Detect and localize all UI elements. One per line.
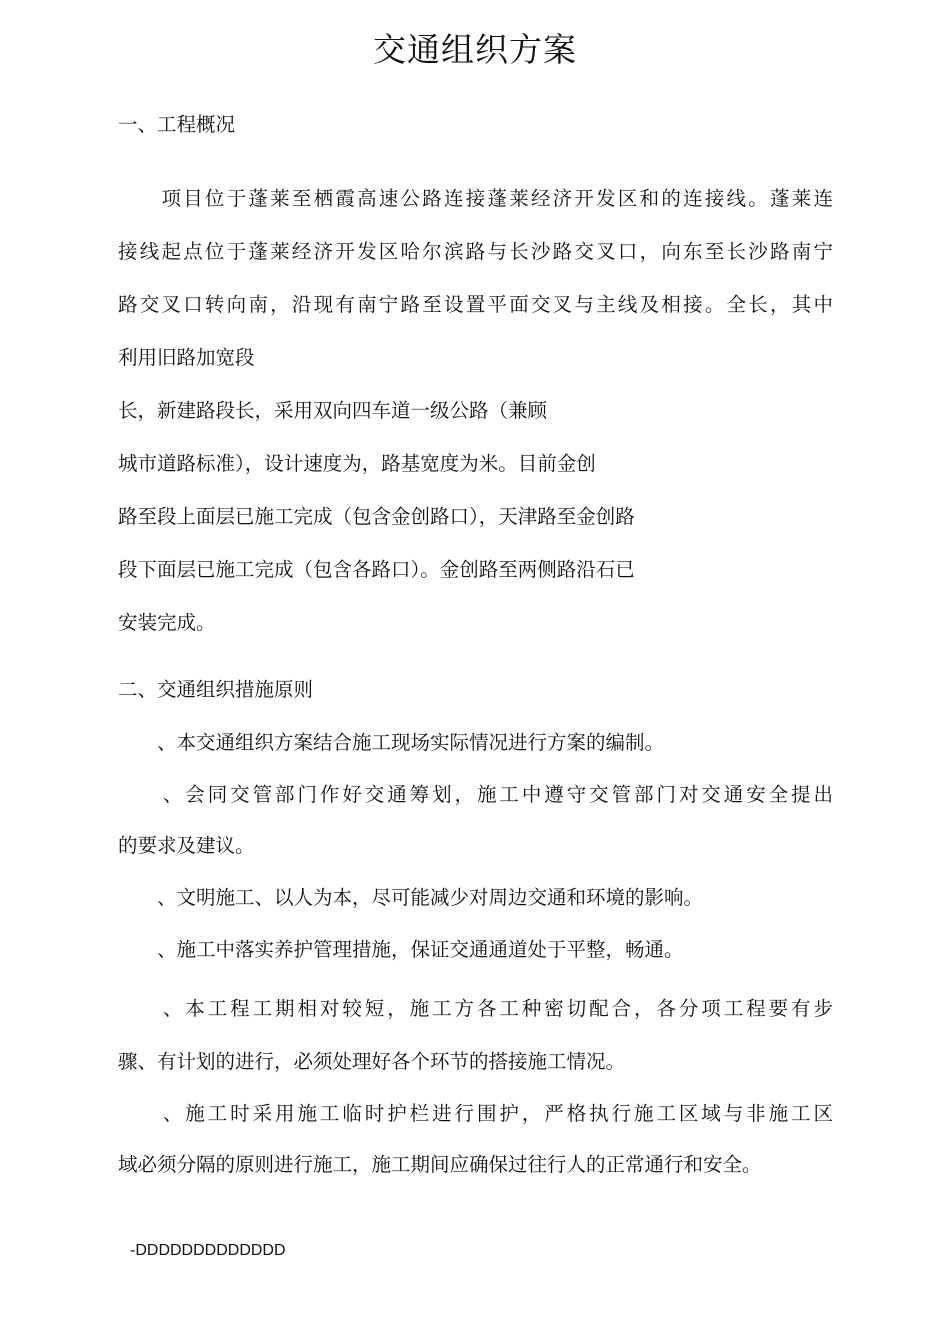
paragraph-line: 安装完成。 [118, 611, 216, 634]
section-heading-principles: 二、交通组织措施原则 [118, 678, 314, 701]
paragraph-line: 、本工程工期相对较短，施工方各工种密切配合，各分项工程要有步 [118, 997, 833, 1020]
paragraph-line: 路至段上面层已施工完成（包含金创路口），天津路至金创路 [118, 505, 635, 528]
paragraph-line: 的要求及建议。 [118, 834, 255, 857]
paragraph-line: 、会同交管部门作好交通筹划，施工中遵守交管部门对交通安全提出 [118, 783, 833, 806]
paragraph-line: 段下面层已施工完成（包含各路口）。金创路至两侧路沿石已 [118, 558, 635, 581]
paragraph-line: 骤、有计划的进行，必须处理好各个环节的搭接施工情况。 [118, 1050, 626, 1073]
paragraph-line: 、施工时采用施工临时护栏进行围护，严格执行施工区域与非施工区 [118, 1102, 833, 1125]
paragraph-line: 长，新建路段长，采用双向四车道一级公路（兼顾 [118, 399, 548, 422]
paragraph-line: 、本交通组织方案结合施工现场实际情况进行方案的编制。 [118, 731, 665, 754]
paragraph-line: 域必须分隔的原则进行施工，施工期间应确保过往行人的正常通行和安全。 [118, 1153, 762, 1176]
paragraph-line: 、施工中落实养护管理措施，保证交通通道处于平整，畅通。 [118, 938, 684, 961]
paragraph-line: 利用旧路加宽段 [118, 346, 255, 369]
paragraph-line: 项目位于蓬莱至栖霞高速公路连接蓬莱经济开发区和的连接线。蓬莱连 [118, 187, 833, 210]
paragraph-line: 城市道路标准），设计速度为，路基宽度为米。目前金创 [118, 452, 596, 475]
document-title: 交通组织方案 [373, 30, 577, 69]
section-heading-overview: 一、工程概况 [118, 113, 236, 136]
page-footer: -DDDDDDDDDDDDD [130, 1242, 286, 1259]
paragraph-line: 接线起点位于蓬莱经济开发区哈尔滨路与长沙路交叉口，向东至长沙路南宁 [118, 240, 833, 263]
paragraph-line: 路交叉口转向南，沿现有南宁路至设置平面交叉与主线及相接。全长，其中 [118, 293, 833, 316]
paragraph-line: 、文明施工、以人为本，尽可能减少对周边交通和环境的影响。 [118, 886, 704, 909]
